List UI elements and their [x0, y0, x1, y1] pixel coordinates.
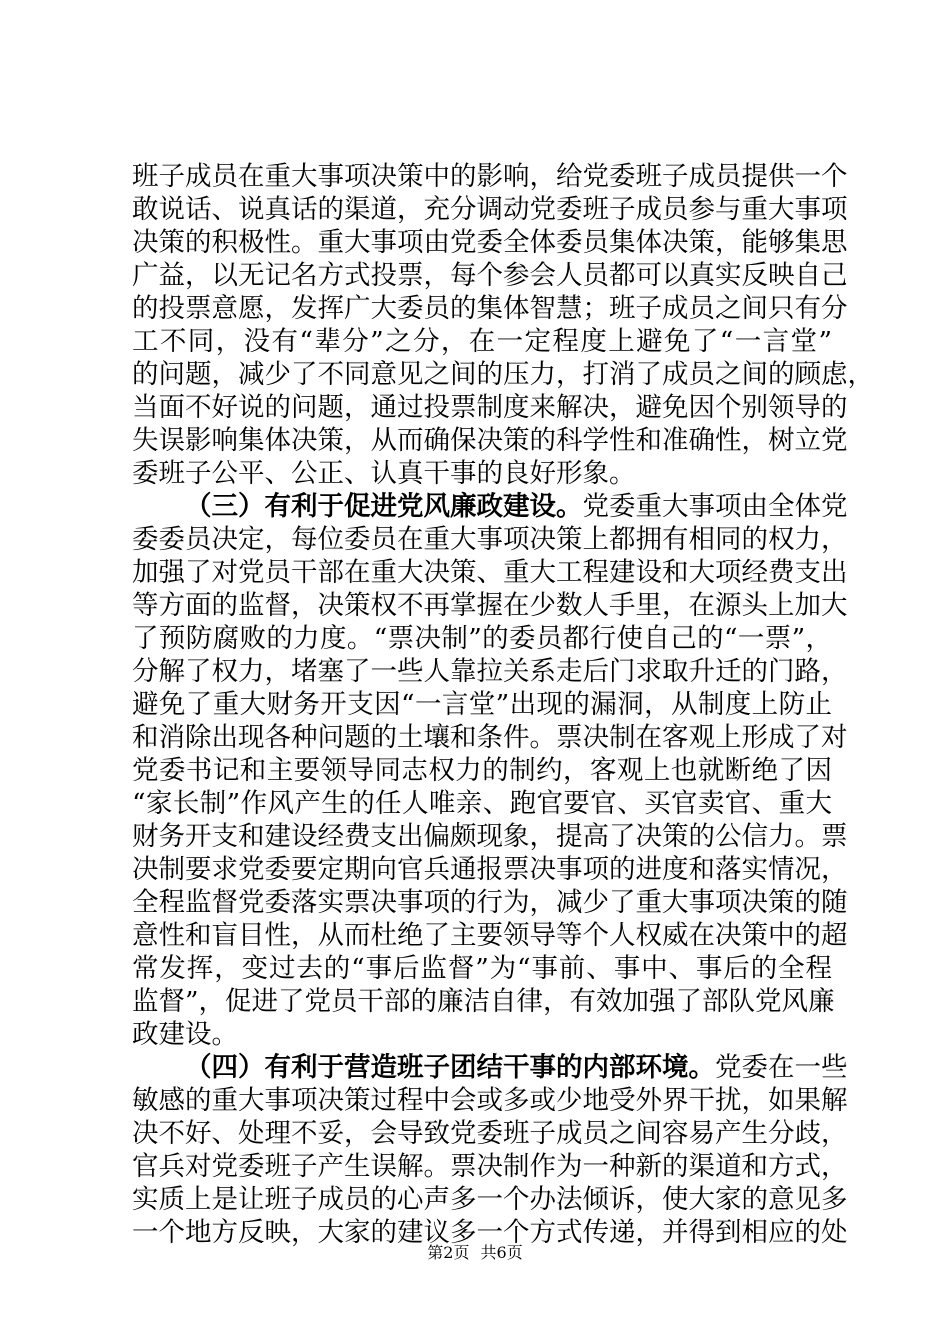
- text-line: 决制要求党委要定期向官兵通报票决事项的进度和落实情况，: [132, 854, 848, 885]
- text-line: 和消除出现各种问题的土壤和条件。票决制在客观上形成了对: [132, 722, 848, 753]
- text-line: 一个地方反映，大家的建议多一个方式传递，并得到相应的处: [132, 1217, 848, 1248]
- text-line: 委委员决定，每位委员在重大事项决策上都拥有相同的权力，: [132, 524, 848, 555]
- text-line: 决策的积极性。重大事项由党委全体委员集体决策，能够集思: [132, 227, 848, 258]
- paragraph-continuation: [132, 160, 874, 490]
- page-number: 第2页: [427, 1243, 470, 1262]
- text-line: 了预防腐败的力度。“票决制”的委员都行使自己的“一票”，: [132, 623, 832, 654]
- text-line: 工不同，没有“辈分”之分，在一定程度上避免了“一言堂”: [132, 326, 832, 357]
- text-line: 等方面的监督，决策权不再掌握在少数人手里，在源头上加大: [132, 590, 848, 621]
- text-line: 的投票意愿，发挥广大委员的集体智慧；班子成员之间只有分: [132, 293, 848, 324]
- section-heading-3: （三）有利于促进党风廉政建设。: [185, 491, 583, 522]
- text-line: 决不好、处理不妥，会导致党委班子成员之间容易产生分歧，: [132, 1118, 848, 1149]
- text-line: 敢说话、说真话的渠道，充分调动党委班子成员参与重大事项: [132, 194, 848, 225]
- text-line: 全程监督党委落实票决事项的行为，减少了重大事项决策的随: [132, 887, 848, 918]
- page-total: 共6页: [480, 1243, 523, 1262]
- paragraph-section-3: [132, 490, 848, 1051]
- text-line: 避免了重大财务开支因“一言堂”出现的漏洞，从制度上防止: [132, 689, 832, 720]
- text-run: 党委重大事项由全体党: [582, 491, 848, 522]
- text-line: 党委书记和主要领导同志权力的制约，客观上也就断绝了因: [132, 755, 832, 786]
- text-line: 官兵对党委班子产生误解。票决制作为一种新的渠道和方式，: [132, 1151, 848, 1182]
- text-line: [132, 1051, 848, 1084]
- text-line: 当面不好说的问题，通过投票制度来解决，避免因个别领导的: [132, 392, 848, 423]
- text-line: 委班子公平、公正、认真干事的良好形象。: [132, 458, 636, 489]
- text-line: 实质上是让班子成员的心声多一个办法倾诉，使大家的意见多: [132, 1184, 848, 1215]
- text-line: 意性和盲目性，从而杜绝了主要领导等个人权威在决策中的超: [132, 920, 848, 951]
- text-line: 加强了对党员干部在重大决策、重大工程建设和大项经费支出: [132, 557, 848, 588]
- paragraph-section-4: [132, 1051, 848, 1249]
- document-body: [132, 160, 874, 1249]
- text-line: 敏感的重大事项决策过程中会或多或少地受外界干扰，如果解: [132, 1085, 848, 1116]
- text-line: 失误影响集体决策，从而确保决策的科学性和准确性，树立党: [132, 425, 848, 456]
- text-line: 常发挥，变过去的“事后监督”为“事前、事中、事后的全程: [132, 953, 832, 984]
- text-line: 的问题，减少了不同意见之间的压力，打消了成员之间的顾虑，: [132, 359, 874, 390]
- section-heading-4: （四）有利于营造班子团结干事的内部环境。: [185, 1052, 715, 1083]
- text-line: 分解了权力，堵塞了一些人靠拉关系走后门求取升迁的门路，: [132, 656, 848, 687]
- text-line: “家长制”作风产生的任人唯亲、跑官要官、买官卖官、重大: [132, 788, 832, 819]
- text-line: 广益，以无记名方式投票，每个参会人员都可以真实反映自己: [132, 260, 848, 291]
- text-line: 监督”，促进了党员干部的廉洁自律，有效加强了部队党风廉: [132, 986, 835, 1017]
- page-footer: [0, 1243, 950, 1263]
- text-run: 党委在一些: [715, 1052, 848, 1083]
- text-line: 财务开支和建设经费支出偏颇现象，提高了决策的公信力。票: [132, 821, 848, 852]
- text-line: 班子成员在重大事项决策中的影响，给党委班子成员提供一个: [132, 161, 848, 192]
- text-line: [132, 490, 848, 523]
- text-line: 政建设。: [132, 1019, 238, 1050]
